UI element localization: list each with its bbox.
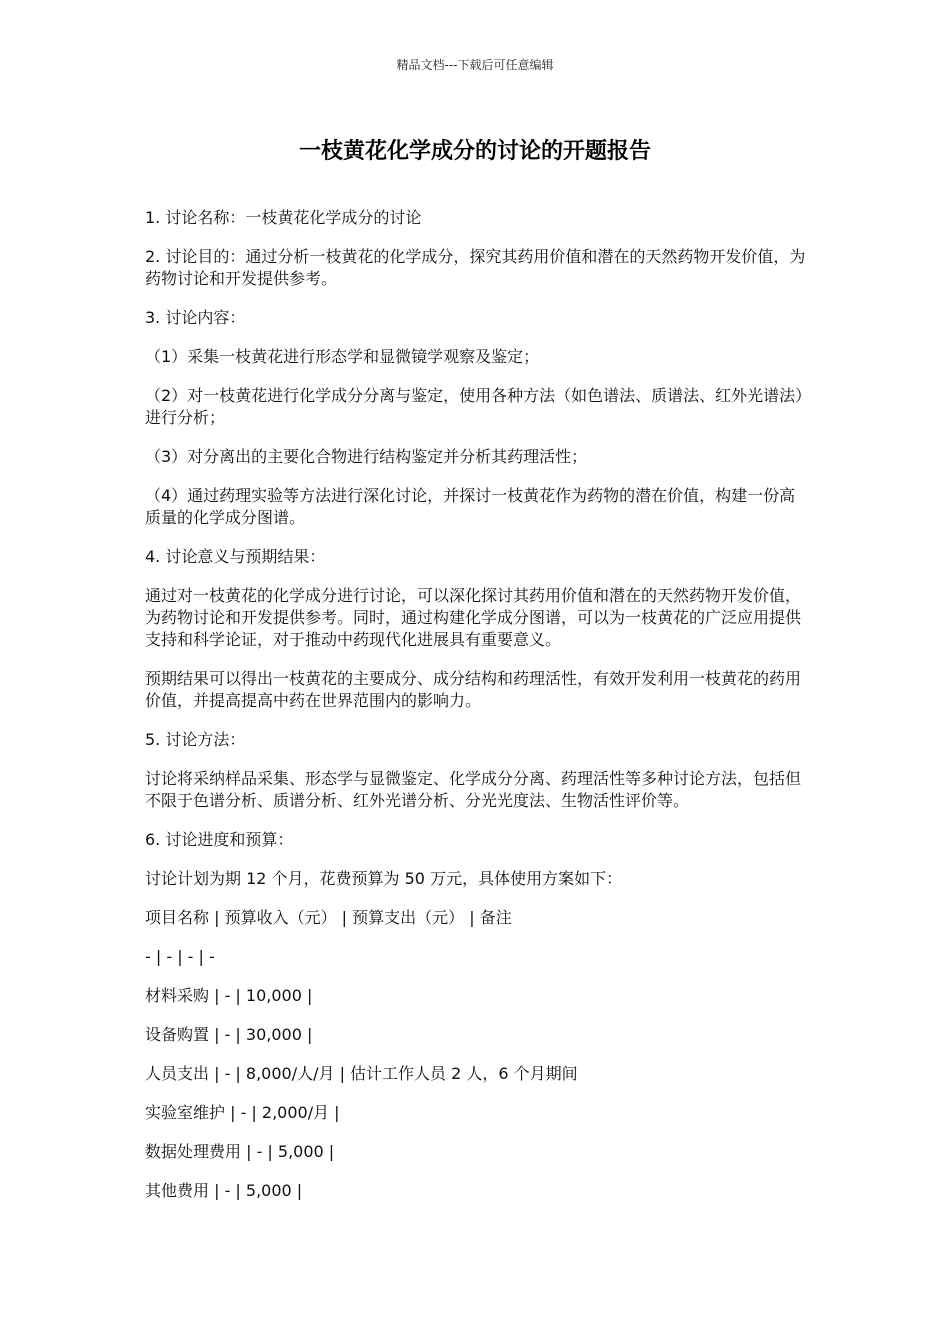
budget-table-row: 数据处理费用 | - | 5,000 | [145,1142,335,1161]
budget-table-row: 实验室维护 | - | 2,000/月 | [145,1103,340,1122]
paragraph: 2. 讨论目的：通过分析一枝黄花的化学成分，探究其药用价值和潜在的天然药物开发价值，为药物讨论和开发提供参考。 [145,247,806,288]
page-header: 精品文档---下载后可任意编辑 [396,58,554,72]
paragraph: （1）采集一枝黄花进行形态学和显微镜学观察及鉴定； [145,347,540,366]
paragraph: 讨论将采纳样品采集、形态学与显微鉴定、化学成分分离、药理活性等多种讨论方法，包括但不限于色谱分析、质谱分析、红外光谱分析、分光光度法、生物活性评价等。 [145,769,802,810]
paragraph: 1. 讨论名称：一枝黄花化学成分的讨论 [145,208,422,227]
document-title: 一枝黄花化学成分的讨论的开题报告 [298,139,651,164]
paragraph: 3. 讨论内容： [145,308,246,327]
paragraph: 讨论计划为期 12 个月，花费预算为 50 万元，具体使用方案如下： [145,869,623,888]
budget-table-row: 设备购置 | - | 30,000 | [145,1025,313,1044]
document-body [145,207,809,1219]
budget-table-header: 项目名称 | 预算收入（元） | 预算支出（元） | 备注 [145,908,512,927]
paragraph: （4）通过药理实验等方法进行深化讨论，并探讨一枝黄花作为药物的潜在价值，构建一份高质量的化学成分图谱。 [145,486,796,527]
paragraph: 4. 讨论意义与预期结果： [145,547,326,566]
budget-table-row: 材料采购 | - | 10,000 | [145,986,313,1005]
budget-table-row: 人员支出 | - | 8,000/人/月 | 估计工作人员 2 人，6 个月期间 [145,1064,578,1083]
paragraph: 6. 讨论进度和预算： [145,830,294,849]
budget-table-row: 其他费用 | - | 5,000 | [145,1181,303,1200]
paragraph: 预期结果可以得出一枝黄花的主要成分、成分结构和药理活性，有效开发利用一枝黄花的药用价值，并提高提高中药在世界范围内的影响力。 [145,669,802,710]
paragraph: 通过对一枝黄花的化学成分进行讨论，可以深化探讨其药用价值和潜在的天然药物开发价值，为药物讨论和开发提供参考。同时，通过构建化学成分图谱，可以为一枝黄花的广泛应用提供支持和科学论证，对于推动中药现代化进展具有重要意义。 [145,586,802,649]
paragraph: 5. 讨论方法： [145,730,246,749]
budget-table-separator: - | - | - | - [145,947,215,966]
paragraph: （2）对一枝黄花进行化学成分分离与鉴定，使用各种方法（如色谱法、质谱法、红外光谱法）进行分析； [145,386,804,427]
paragraph: （3）对分离出的主要化合物进行结构鉴定并分析其药理活性； [145,447,588,466]
